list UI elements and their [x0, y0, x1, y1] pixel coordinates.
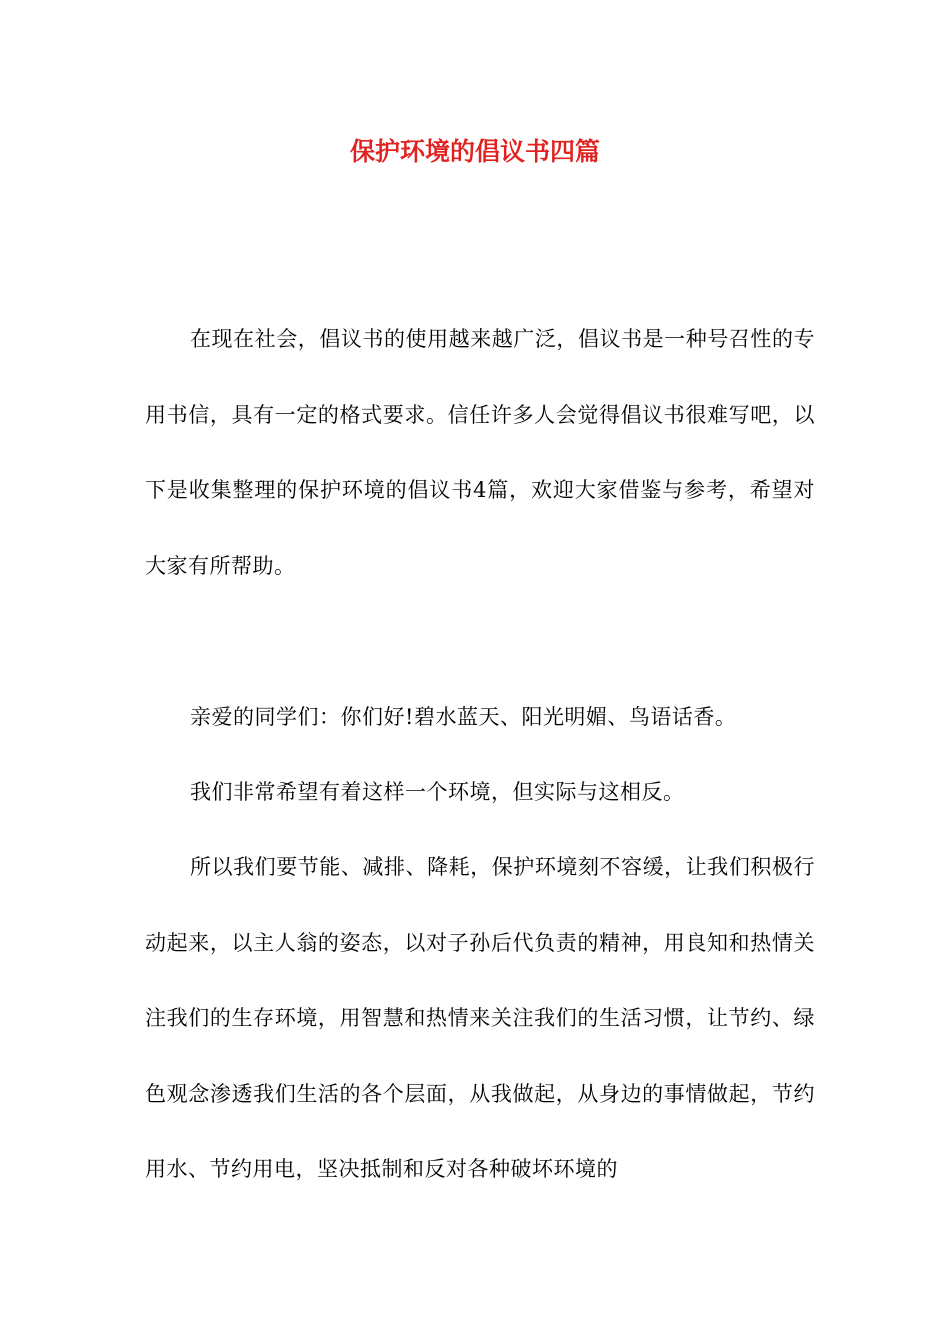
wish-paragraph: 我们非常希望有着这样一个环境，但实际与这相反。: [190, 780, 685, 804]
call-to-action-paragraph: 所以我们要节能、减排、降耗，保护环境刻不容缓，让我们积极行动起来，以主人翁的姿态，以对子孙后代负责的精神，用良知和热情关注我们的生存环境，用智慧和热情来关注我们的生活习惯，让节约、绿色观念渗透我们生活的各个层面，从我做起，从身边的事情做起，节约用水、节约用电，坚决抵制和反对各种破坏环境的: [145, 855, 815, 1181]
intro-paragraph: 在现在社会，倡议书的使用越来越广泛，倡议书是一种号召性的专用书信，具有一定的格式要求。信任许多人会觉得倡议书很难写吧，以下是收集整理的保护环境的倡议书4篇，欢迎大家借鉴与参考，希望对大家有所帮助。: [145, 327, 815, 578]
document-title: 保护环境的倡议书四篇: [349, 137, 600, 166]
greeting-paragraph: 亲爱的同学们：你们好!碧水蓝天、阳光明媚、鸟语话香。: [190, 705, 737, 729]
